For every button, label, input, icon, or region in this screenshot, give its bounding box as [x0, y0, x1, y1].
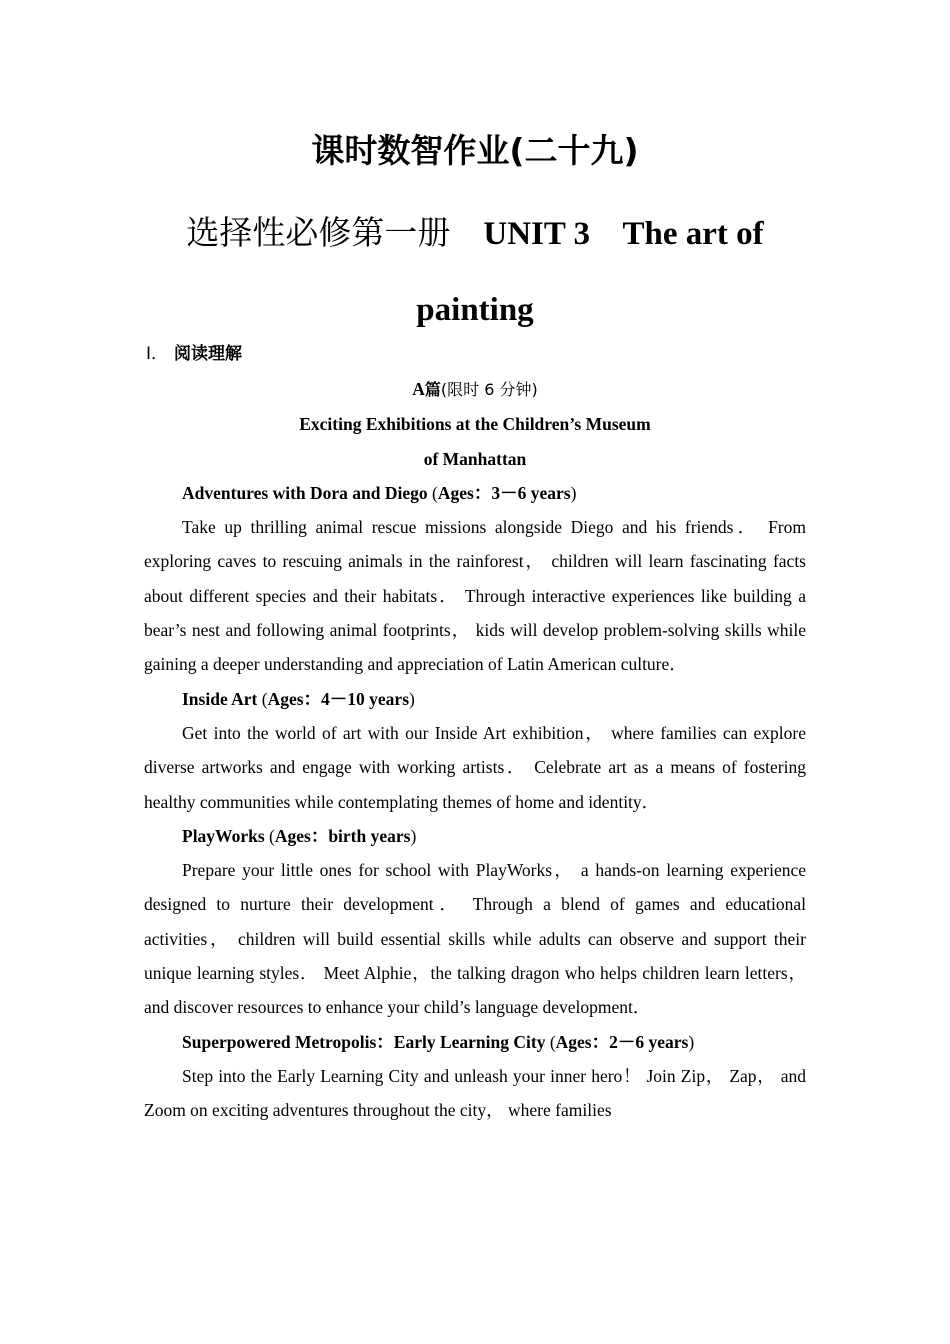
section-number: Ⅰ． [146, 344, 169, 363]
unit-title-cn: 选择性必修第一册 [186, 213, 451, 252]
passage-heading-line2: of Manhattan [423, 448, 527, 469]
unit-name-part2: painting [416, 292, 534, 328]
unit-name-part1: The art of [622, 216, 764, 252]
exhibit-ages: Ages：3－6 years [437, 482, 571, 503]
worksheet-title: 课时数智作业(二十九) [311, 131, 639, 170]
exhibit-description: Step into the Early Learning City and unleash your inner hero！ Join Zip， Zap， and Zoom on exciting adventures throughout the city， where families [144, 1065, 806, 1121]
exhibit-heading: Adventures with Dora and Diego (Ages：3－6 years) [182, 482, 577, 503]
passage-label [144, 372, 806, 407]
passage-letter: A [412, 379, 425, 399]
exhibit-name: Superpowered Metropolis：Early Learning City [182, 1031, 546, 1052]
section-label: 阅读理解 [174, 344, 243, 364]
exhibit-description: Get into the world of art with our Inside Art exhibition， where families can explore diverse artworks and engage with working artists． Celebrate art as a means of fostering healthy communities while contemplating themes of home and identity． [144, 722, 806, 812]
exhibit-description: Take up thrilling animal rescue missions alongside Diego and his friends． From exploring caves to rescuing animals in the rainforest， children will learn fascinating facts about different species and their habitats． Through interactive experiences like building a bear’s nest and following animal footprints， kids will develop problem-solving skills while gaining a deeper understanding and appreciation of Latin American culture． [144, 517, 806, 675]
exhibit-heading: Superpowered Metropolis：Early Learning City (Ages：2－6 years) [182, 1031, 695, 1052]
exhibit-name: Adventures with Dora and Diego [182, 482, 428, 503]
exhibit-ages: Ages：birth years [274, 825, 411, 846]
exhibit-description: Prepare your little ones for school with PlayWorks， a hands-on learning experience designed to nurture their development． Through a blend of games and educational activities， children will build essential skills while adults can observe and support their unique learning styles． Meet Alphie，the talking dragon who helps children learn letters， and discover resources to enhance your child’s language development． [144, 860, 806, 1018]
time-limit: (限时 6 分钟) [440, 380, 538, 399]
exhibit-name: PlayWorks [182, 825, 265, 846]
unit-title [100, 195, 850, 348]
section-heading [146, 340, 242, 368]
passage-label-cn: 篇 [424, 380, 441, 399]
exhibit-heading: Inside Art (Ages：4－10 years) [182, 688, 415, 709]
exhibit-name: Inside Art [182, 688, 258, 709]
unit-number: UNIT 3 [483, 216, 591, 252]
exhibit-heading: PlayWorks (Ages：birth years) [182, 825, 417, 846]
passage [144, 372, 806, 1128]
exhibit-ages: Ages：4－10 years [267, 688, 409, 709]
exhibit-ages: Ages：2－6 years [555, 1031, 689, 1052]
passage-heading-line1: Exciting Exhibitions at the Children’s Museum [299, 414, 651, 435]
